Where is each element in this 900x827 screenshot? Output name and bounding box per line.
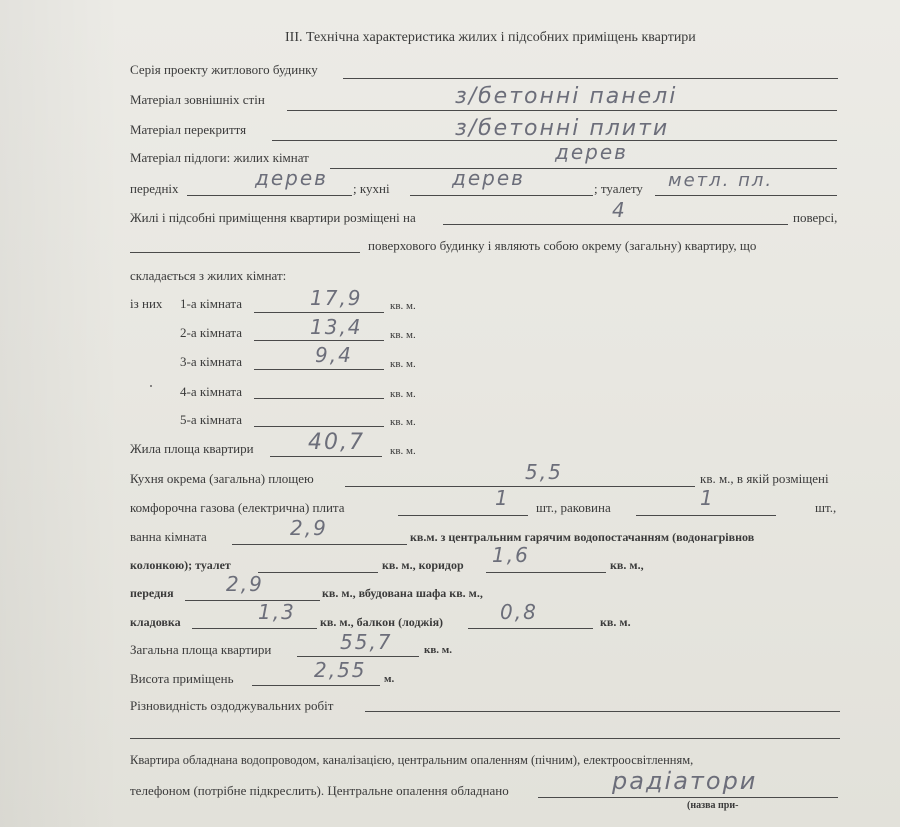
floor-living-line — [330, 168, 837, 169]
corridor-line — [486, 572, 606, 573]
bathroom-line — [232, 544, 407, 545]
kitchen-floor-label: ; кухні — [353, 181, 390, 196]
room-1-line — [254, 312, 384, 313]
living-area-line — [270, 456, 382, 457]
room-2-label: 2-а кімната — [180, 325, 243, 340]
room-4-label: 4-а кімната — [180, 384, 243, 399]
room-4-line — [254, 398, 384, 399]
heating-note: (назва при- — [687, 800, 739, 811]
heating-label: телефоном (потрібне підкреслить). Центральне опалення обладнано — [130, 783, 509, 798]
hall-floor-value: дерев — [255, 166, 328, 190]
room-5-unit: кв. м. — [390, 416, 416, 428]
corridor-suffix: кв. м., — [610, 558, 644, 572]
wall-material-value: з/бетонні панелі — [455, 84, 678, 109]
balcony-value: 0,8 — [500, 600, 538, 624]
balcony-line — [468, 628, 593, 629]
room-3-label: 3-а кімната — [180, 354, 243, 369]
toilet-floor-line — [655, 195, 837, 196]
located-on-label: Жилі і підсобні приміщення квартири розміщені на — [130, 210, 416, 225]
floor-material-label: Матеріал перекриття — [130, 122, 247, 137]
height-line — [252, 685, 380, 686]
living-area-value: 40,7 — [308, 430, 365, 455]
toilet-mid: кв. м., коридор — [382, 558, 464, 572]
stove-label: комфорочна газова (електрична) плита — [130, 500, 345, 515]
finishing-line-2 — [130, 738, 840, 739]
room-1-unit: кв. м. — [390, 300, 416, 312]
height-value: 2,55 — [314, 658, 367, 682]
stove-value: 1 — [495, 486, 510, 510]
living-area-label: Жила площа квартири — [130, 441, 254, 456]
wall-material-line — [287, 110, 837, 111]
heating-value: радіатори — [612, 767, 758, 795]
hall-floor-label: передніх — [130, 181, 179, 196]
total-area-line — [297, 656, 419, 657]
sink-value: 1 — [700, 486, 715, 510]
room-2-unit: кв. м. — [390, 329, 416, 341]
toilet-floor-label: ; туалету — [594, 181, 643, 196]
kitchen-line — [345, 486, 695, 487]
section-title: III. Технічна характеристика жилих і підсобних приміщень квартири — [285, 30, 696, 45]
sink-line — [636, 515, 776, 516]
located-on-suffix: поверсі, — [793, 210, 838, 225]
sink-suffix: шт., — [815, 500, 837, 515]
height-unit: м. — [384, 673, 395, 685]
project-series-label: Серія проекту житлового будинку — [130, 62, 318, 77]
pantry-line — [192, 628, 317, 629]
of-them-label: із них — [130, 296, 163, 311]
room-5-line — [254, 426, 384, 427]
hall-label: передня — [130, 586, 174, 600]
storey-text: поверхового будинку і являють собою окрему (загальну) квартиру, що — [368, 238, 757, 253]
toilet-line — [258, 572, 378, 573]
room-1-value: 17,9 — [310, 286, 363, 310]
equipped-text: Квартира обладнана водопроводом, каналізацією, центральним опаленням (пічним), електроосвітленням, — [130, 753, 694, 767]
hall-floor-line — [187, 195, 352, 196]
room-2-line — [254, 340, 384, 341]
hall-suffix: кв. м., вбудована шафа кв. м., — [322, 586, 483, 600]
pantry-label: кладовка — [130, 615, 181, 629]
paper-speck — [150, 385, 152, 387]
kitchen-label: Кухня окрема (загальна) площею — [130, 471, 314, 486]
located-on-value: 4 — [612, 198, 627, 222]
toilet-label: колонкою); туалет — [130, 558, 231, 572]
floor-material-value: з/бетонні плити — [455, 116, 670, 141]
finishing-line — [365, 711, 840, 712]
room-4-unit: кв. м. — [390, 388, 416, 400]
kitchen-floor-line — [410, 195, 593, 196]
room-3-line — [254, 369, 384, 370]
height-label: Висота приміщень — [130, 671, 234, 686]
bathroom-label: ванна кімната — [130, 529, 207, 544]
storey-count-line — [130, 252, 360, 253]
stove-mid: шт., раковина — [536, 500, 611, 515]
wall-material-label: Матеріал зовнішніх стін — [130, 92, 265, 107]
bathroom-suffix: кв.м. з центральним гарячим водопостачанням (водонагрівнов — [410, 530, 755, 544]
balcony-suffix: кв. м. — [600, 615, 631, 629]
floor-living-label: Матеріал підлоги: жилих кімнат — [130, 150, 309, 165]
hall-line — [185, 600, 320, 601]
finishing-label: Різновидність оздоджувальних робіт — [130, 698, 334, 713]
floor-living-value: дерев — [555, 140, 628, 164]
kitchen-value: 5,5 — [525, 460, 563, 484]
total-area-label: Загальна площа квартири — [130, 642, 272, 657]
pantry-mid: кв. м., балкон (лоджія) — [320, 615, 444, 629]
bathroom-value: 2,9 — [290, 516, 328, 540]
located-on-line — [443, 224, 788, 225]
stove-line — [398, 515, 528, 516]
hall-value: 2,9 — [226, 572, 264, 596]
room-2-value: 13,4 — [310, 315, 363, 339]
pantry-value: 1,3 — [258, 600, 296, 624]
total-area-unit: кв. м. — [424, 644, 453, 656]
kitchen-suffix: кв. м., в якій розміщені — [700, 471, 829, 486]
toilet-floor-value: метл. пл. — [668, 170, 774, 191]
room-5-label: 5-а кімната — [180, 412, 243, 427]
rooms-intro: складається з жилих кімнат: — [130, 268, 287, 283]
room-3-unit: кв. м. — [390, 358, 416, 370]
kitchen-floor-value: дерев — [452, 166, 525, 190]
living-area-unit: кв. м. — [390, 445, 416, 457]
total-area-value: 55,7 — [340, 630, 393, 654]
room-3-value: 9,4 — [315, 343, 353, 367]
project-series-line — [343, 78, 838, 79]
corridor-value: 1,6 — [492, 543, 530, 567]
room-1-label: 1-а кімната — [180, 296, 243, 311]
